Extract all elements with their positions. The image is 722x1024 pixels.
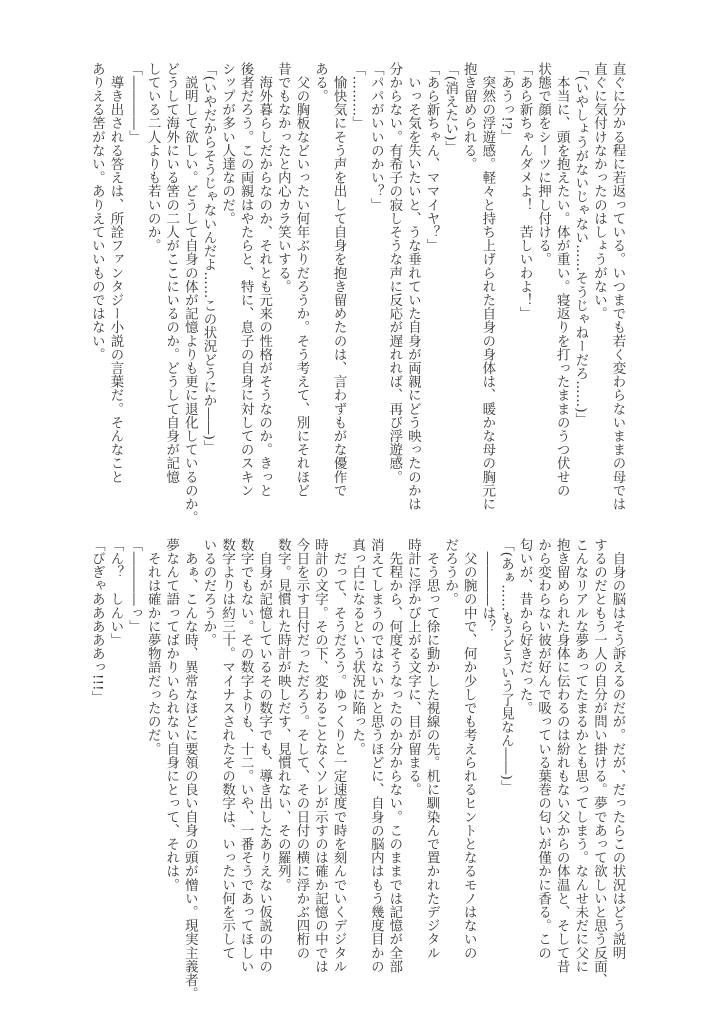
text-line: 消えてしまうのではないかと思うほどに、自身の脳内はもう幾度目かの [368, 538, 384, 974]
text-line: 数字でもない。その数字よりも、十二。いや、一番そうであってほしい [238, 538, 254, 974]
text-line: 「あら新ちゃん、ママイヤ？」 [424, 62, 440, 253]
text-line: だろうか。 [442, 538, 458, 606]
text-line: 「(あぁ……もうどういう了見なん――)」 [498, 538, 514, 794]
text-line: 直ぐに分かる程に若返っている。いつまでも若く変わらないままの母では [610, 62, 625, 511]
text-line: 時計の文字。その下、変わることなくソレが示すのは確か記憶の中では [312, 538, 328, 974]
text-line: シップが多い人達なのだ。 [219, 62, 235, 226]
text-line: こんなリアルな夢あってたまるかとも思ってしまう。なんせ未だに父に [572, 538, 588, 974]
text-line: 説明して欲しい。どうして自身の体が記憶よりも更に退化しているのか。 [182, 62, 198, 525]
text-line: 「――――っ」 [126, 538, 142, 634]
text-line: 導き出される答えは、所詮ファンタジー小説の言葉だ。そんなこと [107, 62, 123, 484]
text-line: するのだともう一人の自分が問い掛ける。夢であって欲しいと思う反面、 [591, 538, 607, 987]
text-line: 抱き留められた身体に伝わるのは紛れもない父からの体温と、そして昔 [554, 538, 570, 974]
text-line: 状態で顔をシーツに押し付ける。 [535, 62, 551, 266]
text-line: だって、そうだろう。ゆっくりと一定速度で時を刻んでいくデジタル [331, 538, 347, 974]
text-line: 先程から、何度そうなったのか分からない。このままでは記憶が全部 [386, 538, 402, 974]
text-line: ありえる筈がない。ありえていいものではない。 [89, 62, 105, 362]
text-line: 「あうっ!?」 [498, 62, 514, 143]
text-line: 昔でもなかったと内心カラ笑いする。 [275, 62, 291, 294]
text-line: それは確かに夢物語だったのだ。 [145, 538, 161, 756]
text-line: 夢なんて語ってばかりいられない自身にとって、それは。 [163, 538, 179, 892]
text-line: 分からない。有希子の寂しそうな声に反応が遅れれば、再び浮遊感。 [386, 62, 402, 484]
text-line: 「(消えたい)」 [442, 62, 458, 155]
text-line: 「(いやしょうがないじゃない……そうじゃねーだろ……)」 [572, 62, 588, 427]
text-line: 「ん？ しんい」 [107, 538, 123, 647]
text-line: している二人よりも若いのか。 [145, 62, 161, 253]
text-line: 時計に浮かび上がる文字に、目が留まる。 [405, 538, 421, 797]
text-line: 父の腕の中で、何か少しでも考えられるヒントとなるモノはないの [461, 538, 477, 960]
text-line: 数字。見慣れた時計が映しだす、見慣れない、その羅列。 [275, 538, 291, 892]
text-line: から変わらない彼が好んで吸っている葉巻の匂いが僅かに香る。この [535, 538, 551, 960]
text-line: 直ぐに気付けなかったのはしょうがない。 [591, 62, 607, 321]
text-line: ――――は？ [479, 538, 495, 634]
text-line: 「………」 [349, 62, 365, 130]
text-line: 自身が記憶しているその数字でも、導き出したありえない仮説の中の [256, 538, 272, 974]
text-line: そう思って徐に動かした視線の先。机に馴染んで置かれたデジタル [424, 538, 440, 960]
text-line: 抱き留められる。 [461, 62, 477, 171]
text-line: 今日を示す日付だっただろう。そして、その日付の横に浮かぶ四桁の [293, 538, 309, 960]
text-line: 後者だろう。この両親はやたらと、特に、息子の自身に対してのスキン [238, 62, 254, 498]
text-line: 父の胸板などいったい何年ぶりだろうか。そう考えて、別にそれほど [293, 62, 309, 498]
text-line: 「あら新ちゃんダメよ！ 苦しいわよ！」 [517, 62, 533, 321]
text-line: 海外暮らしだからなのか、それとも元来の性格がそうなのか。きっと [256, 62, 272, 498]
text-line: いっそ気を失いたいと、うな垂れていた自身が両親にどう映ったのかは [405, 62, 421, 511]
text-block-bottom [84, 538, 626, 1001]
text-line: どうして海外にいる筈の二人がここにいるのか。どうして自身が記憶 [163, 62, 179, 484]
text-line: 「びぎゃあああああっ!!!」 [89, 538, 105, 705]
text-line: 「(いやだからそうじゃないんだよ……この状況どうにか――)」 [200, 62, 216, 454]
text-line: 「――――」 [126, 62, 142, 144]
text-line: ある。 [312, 62, 328, 103]
text-line: あぁ、こんな時、異常なほどに要領の良い自身の頭が憎い。現実主義者。 [182, 538, 198, 1001]
text-line: 突然の浮遊感。軽々と持ち上げられた自身の身体は、暖かな母の胸元に [479, 62, 495, 511]
text-block-top [84, 62, 626, 525]
text-line: 愉快気にそう声を出して自身を抱き留めたのは、言わずもがな優作で [331, 62, 347, 498]
text-line: 「パパがいいのかい？」 [368, 62, 384, 212]
text-line: 匂いが、昔から好きだった。 [517, 538, 533, 715]
text-line: いるのだろうか。 [200, 538, 216, 647]
text-line: 本当に、頭を抱えたい。体が重い。寝返りを打ったままのうつ伏せの [554, 62, 570, 498]
text-line: 自身の脳はそう訴えるのだが。だが、だったらこの状況はどう説明 [610, 538, 625, 960]
text-line: 数字よりは約三十。マイナスされたその数字は、いったい何を示して [219, 538, 235, 960]
text-line: 真っ白になるという状況に陥った。 [349, 538, 365, 756]
